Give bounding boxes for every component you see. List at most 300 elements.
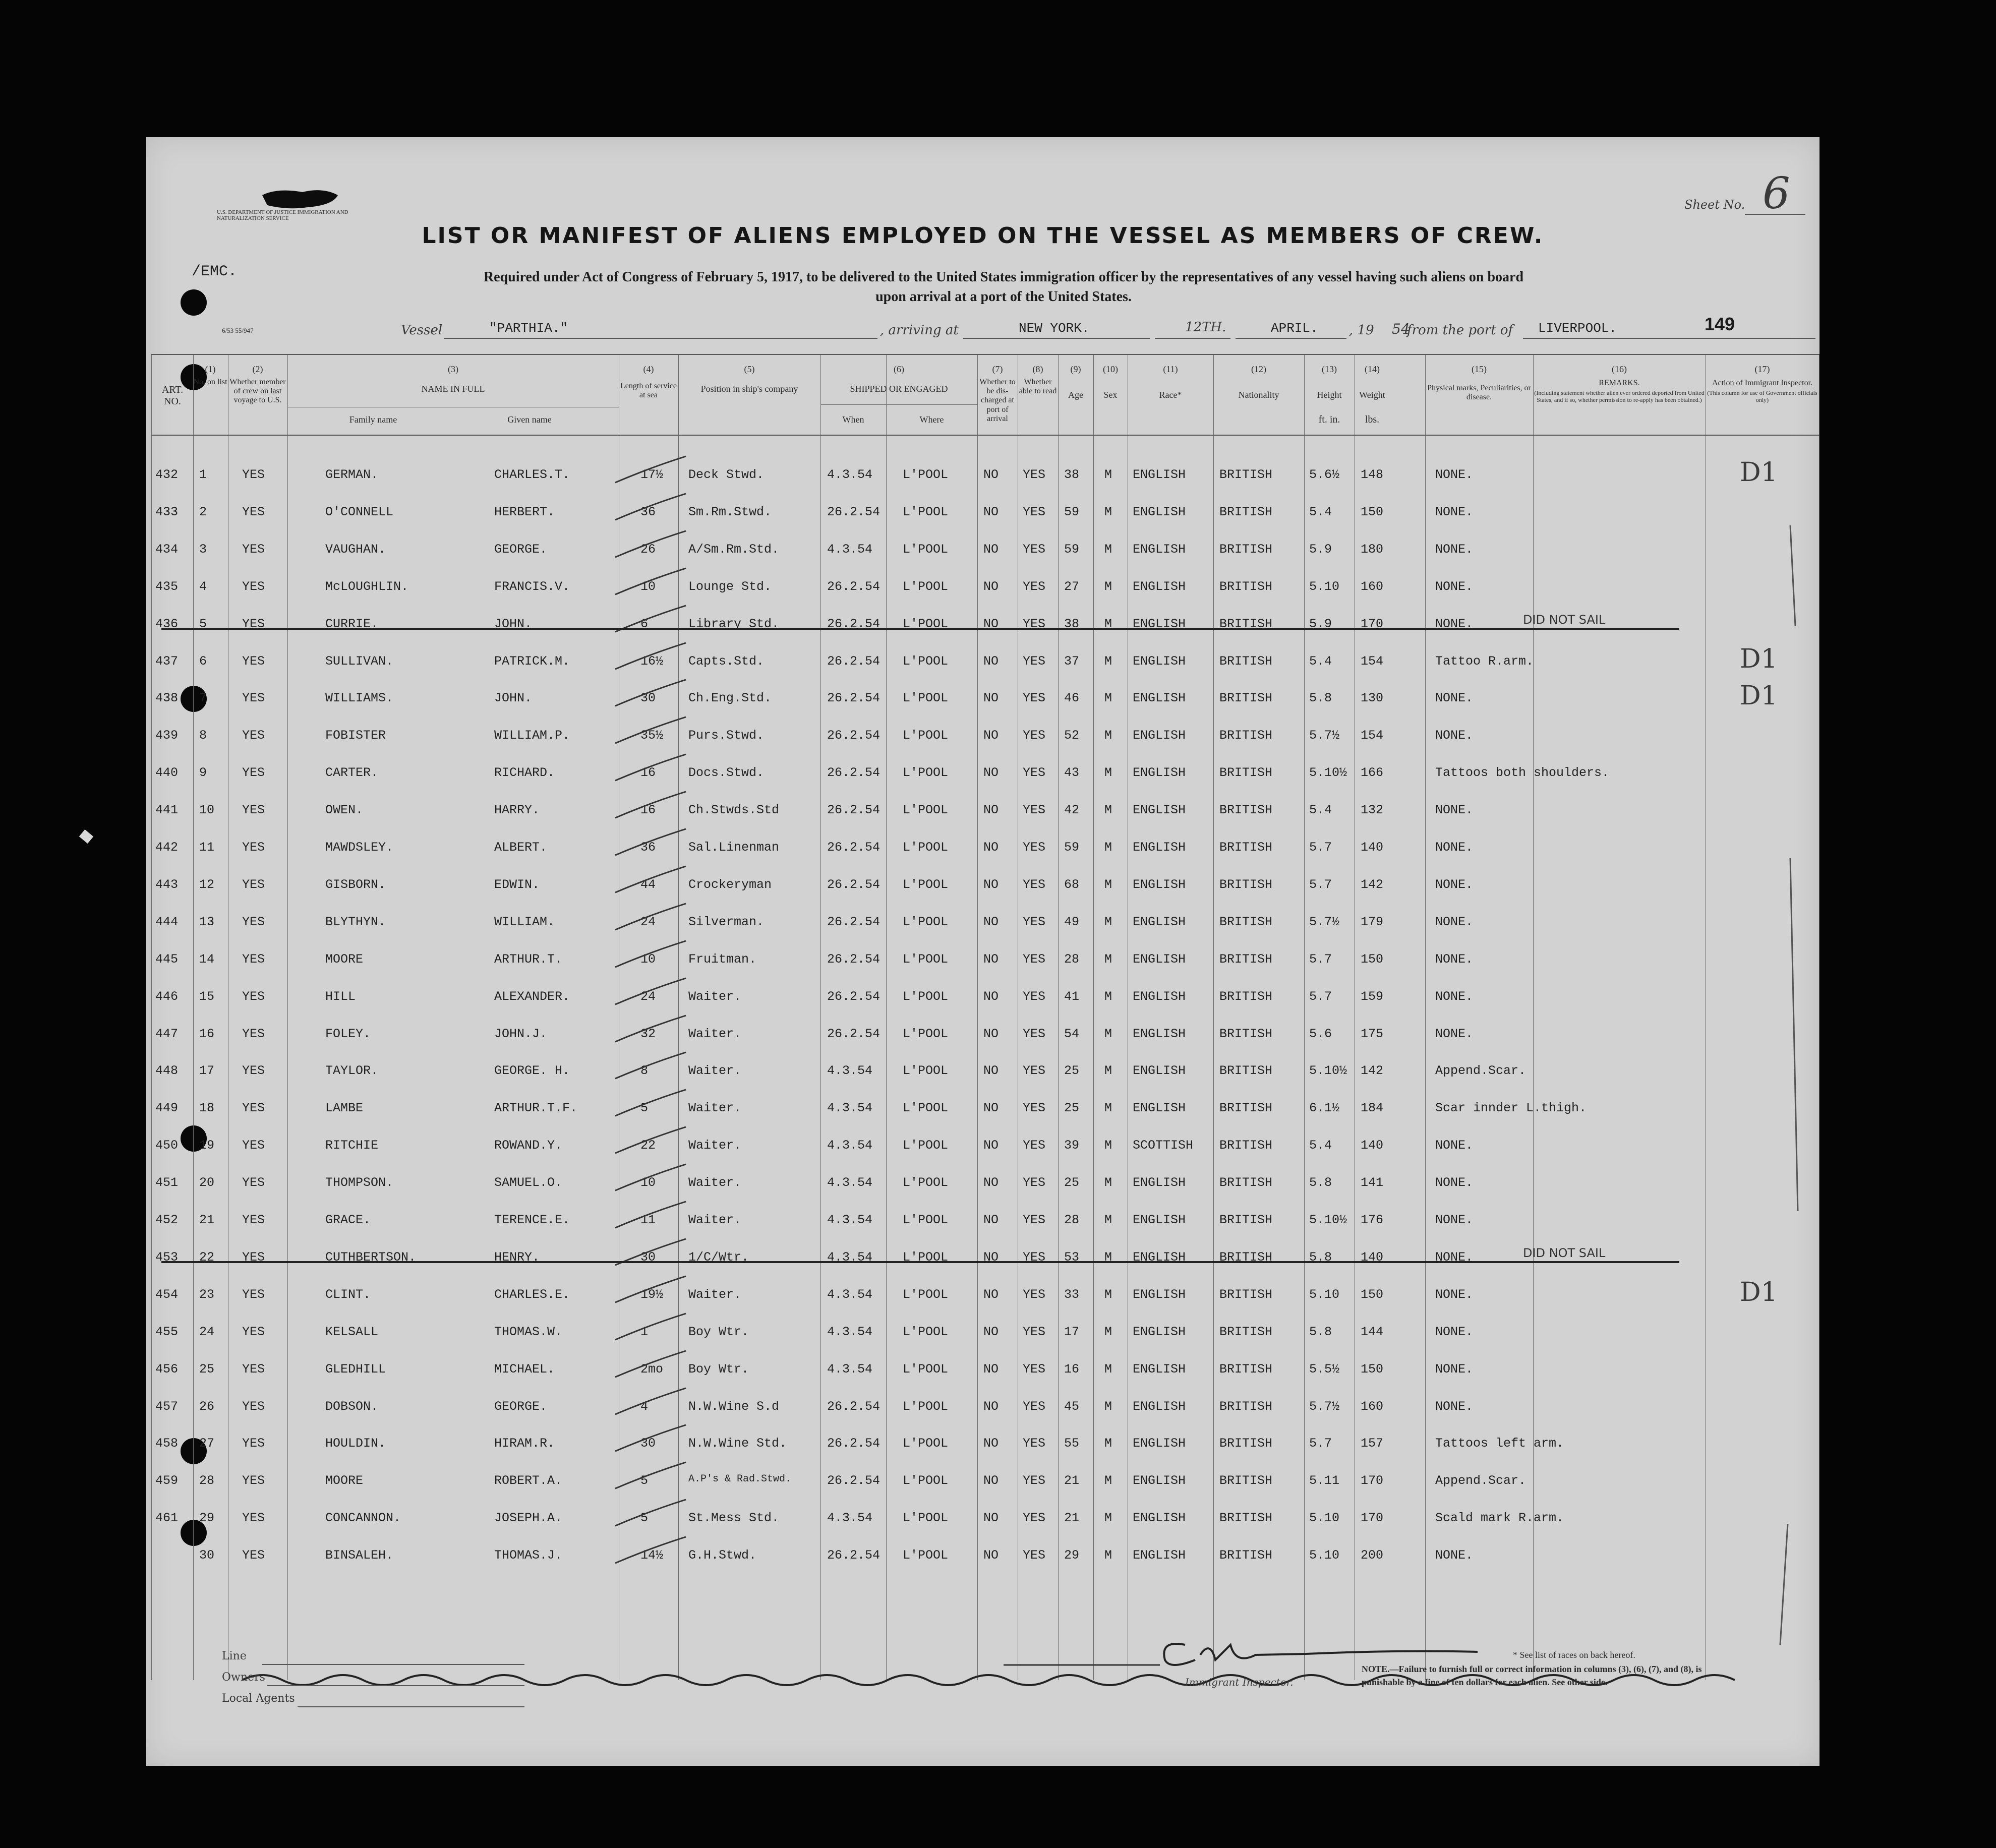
local-agents-label: Local Agents [222,1692,295,1705]
race-cell: ENGLISH [1133,691,1186,706]
shipped-when-cell: 26.2.54 [827,1473,880,1488]
penalty-note-line-2: punishable by a fine of ten dollars for each alien. See other side. [1362,1677,1608,1687]
table-row [151,803,1819,833]
shipped-when-cell: 4.3.54 [827,467,873,482]
age-cell: 52 [1064,728,1080,743]
art-no-cell: 444 [155,914,179,929]
able-to-read-cell: YES [1023,803,1046,818]
shipped-when-cell: 26.2.54 [827,989,880,1004]
given-name-cell: CHARLES.T. [494,467,570,482]
table-row [151,1362,1819,1392]
col11-header: Race* [1159,389,1182,400]
table-row [151,877,1819,908]
family-name-cell: MAWDSLEY. [325,840,394,855]
sex-cell: M [1104,1436,1112,1451]
given-name-cell: ROBERT.A. [494,1473,563,1488]
sex-cell: M [1104,803,1112,818]
discharged-cell: NO [983,989,999,1004]
col13-header: Height [1317,389,1342,400]
art-no-cell: 458 [155,1436,179,1451]
given-name-cell: RICHARD. [494,765,555,781]
family-name-cell: RITCHIE [325,1138,379,1153]
list-no-cell: 27 [199,1436,215,1451]
sheet-number: 6 [1763,168,1790,219]
physical-marks-cell: NONE. [1435,914,1474,929]
previous-voyage-cell: YES [242,1548,265,1563]
service-check-mark [610,1123,696,1158]
given-name-cell: GEORGE. [494,1399,548,1414]
family-name-cell: McLOUGHLIN. [325,579,409,594]
previous-voyage-cell: YES [242,1101,265,1116]
physical-marks-cell: Tattoo R.arm. [1435,653,1534,669]
weight-cell: 200 [1361,1548,1384,1563]
given-name-cell: WILLIAM. [494,914,555,929]
sex-cell: M [1104,1361,1112,1377]
table-row [151,579,1819,610]
weight-cell: 160 [1361,1399,1384,1414]
discharged-cell: NO [983,616,999,631]
shipped-where-cell: L'POOL [903,616,949,631]
list-no-cell: 11 [199,840,215,855]
shipped-where-cell: L'POOL [903,1026,949,1041]
service-check-mark [610,1458,696,1494]
service-check-mark [610,900,696,935]
sex-cell: M [1104,951,1112,967]
weight-cell: 160 [1361,579,1384,594]
shipped-where-cell: L'POOL [903,840,949,855]
family-name-cell: CLINT. [325,1287,371,1302]
service-check-mark [610,639,696,674]
able-to-read-cell: YES [1023,1249,1046,1265]
service-length-cell: 16 [640,765,656,781]
height-cell: 5.7½ [1309,914,1340,929]
service-check-mark [610,564,696,600]
height-cell: 5.11 [1309,1473,1340,1488]
height-cell: 5.7 [1309,1436,1332,1451]
race-cell: ENGLISH [1133,765,1186,781]
line-label: Line [222,1650,247,1662]
table-row [151,612,1819,647]
discharged-cell: NO [983,877,999,892]
shipped-when-cell: 26.2.54 [827,1436,880,1451]
list-no-cell: 30 [199,1548,215,1563]
age-cell: 41 [1064,989,1080,1004]
height-cell: 5.4 [1309,803,1332,818]
age-cell: 68 [1064,877,1080,892]
height-cell: 5.10 [1309,1511,1340,1526]
col16-header: REMARKS. [1599,378,1640,387]
service-check-mark [610,1347,696,1382]
family-name-cell: HILL [325,989,356,1004]
shipped-where-cell: L'POOL [903,542,949,557]
position-cell: Sm.Rm.Stwd. [688,504,772,519]
discharged-cell: NO [983,1324,999,1339]
discharged-cell: NO [983,504,999,519]
physical-marks-cell: Scar innder L.thigh. [1435,1101,1587,1116]
nationality-cell: BRITISH [1219,765,1273,781]
family-name-cell: MOORE [325,1473,364,1488]
discharged-cell: NO [983,691,999,706]
height-cell: 5.8 [1309,1249,1332,1265]
physical-marks-cell: NONE. [1435,951,1474,967]
family-name-cell: GRACE. [325,1213,371,1227]
previous-voyage-cell: YES [242,1026,265,1041]
shipped-when-cell: 26.2.54 [827,728,880,743]
race-cell: ENGLISH [1133,840,1186,855]
physical-marks-cell: NONE. [1435,542,1474,557]
height-cell: 5.4 [1309,504,1332,519]
previous-voyage-cell: YES [242,542,265,557]
art-no-cell: 437 [155,653,179,669]
able-to-read-cell: YES [1023,691,1046,706]
race-cell: ENGLISH [1133,616,1186,631]
family-name-cell: MOORE [325,951,364,967]
list-no-cell: 20 [199,1175,215,1190]
discharged-cell: NO [983,1361,999,1377]
given-name-cell: JOHN. [494,616,533,631]
nationality-cell: BRITISH [1219,1175,1273,1190]
sex-cell: M [1104,1063,1112,1079]
inspector-action-cell: D1 [1740,643,1778,674]
race-cell: ENGLISH [1133,951,1186,967]
previous-voyage-cell: YES [242,1138,265,1153]
art-no-cell: 457 [155,1399,179,1414]
race-cell: ENGLISH [1133,653,1186,669]
given-name-cell: JOSEPH.A. [494,1511,563,1526]
age-cell: 54 [1064,1026,1080,1041]
family-name-cell: BLYTHYN. [325,914,386,929]
col4-number: (4) [643,364,654,374]
position-cell: Waiter. [688,1101,742,1116]
weight-cell: 148 [1361,467,1384,482]
col1-number: (1) [205,364,216,374]
art-no-cell: 432 [155,467,179,482]
weight-cell: 132 [1361,803,1384,818]
height-cell: 5.6 [1309,1026,1332,1041]
nationality-cell: BRITISH [1219,1138,1273,1153]
table-row [151,840,1819,870]
discharged-cell: NO [983,1213,999,1227]
weight-cell: 140 [1361,1249,1384,1265]
previous-voyage-cell: YES [242,691,265,706]
family-name-cell: WILLIAMS. [325,691,394,706]
nationality-cell: BRITISH [1219,989,1273,1004]
discharged-cell: NO [983,579,999,594]
nationality-cell: BRITISH [1219,1063,1273,1079]
height-cell: 5.7½ [1309,1399,1340,1414]
given-name-cell: ROWAND.Y. [494,1138,563,1153]
previous-voyage-cell: YES [242,467,265,482]
nationality-cell: BRITISH [1219,653,1273,669]
age-cell: 59 [1064,504,1080,519]
service-length-cell: 44 [640,877,656,892]
weight-cell: 180 [1361,542,1384,557]
shipped-when-cell: 26.2.54 [827,765,880,781]
art-no-cell: 445 [155,951,179,967]
previous-voyage-cell: YES [242,1436,265,1451]
table-row [151,1175,1819,1206]
given-name-cell: TERENCE.E. [494,1213,570,1227]
shipped-when-cell: 4.3.54 [827,542,873,557]
col14-header: Weight [1359,389,1385,400]
position-cell: Waiter. [688,1287,742,1302]
weight-cell: 166 [1361,765,1384,781]
table-row [151,915,1819,945]
position-cell: Crockeryman [688,877,772,892]
age-cell: 55 [1064,1436,1080,1451]
previous-voyage-cell: YES [242,1175,265,1190]
able-to-read-cell: YES [1023,1287,1046,1302]
race-cell: ENGLISH [1133,1287,1186,1302]
col12-number: (12) [1251,364,1266,374]
service-check-mark [610,1086,696,1121]
height-cell: 5.9 [1309,616,1332,631]
sex-cell: M [1104,989,1112,1004]
weight-cell: 142 [1361,1063,1384,1079]
col9-header: Age [1068,389,1083,400]
from-port-label: from the port of [1407,323,1513,338]
position-cell: Capts.Std. [688,653,765,669]
previous-voyage-cell: YES [242,914,265,929]
art-no-cell: 436 [155,616,179,631]
col3-number: (3) [448,364,458,374]
art-no-cell: 459 [155,1473,179,1488]
nationality-cell: BRITISH [1219,1473,1273,1488]
art-no-header: ART. NO. [161,384,184,407]
arriving-port: NEW YORK. [1019,321,1090,336]
shipped-when-cell: 4.3.54 [827,1324,873,1339]
agency-stamp [217,185,378,220]
race-cell: SCOTTISH [1133,1138,1194,1153]
position-cell: Library Std. [688,616,780,631]
physical-marks-cell: NONE. [1435,1026,1474,1041]
shipped-when-cell: 4.3.54 [827,1361,873,1377]
col16-number: (16) [1612,364,1627,374]
discharged-cell: NO [983,1175,999,1190]
shipped-where-cell: L'POOL [903,1138,949,1153]
shipped-when-cell: 4.3.54 [827,1101,873,1116]
given-name-cell: GEORGE. H. [494,1063,570,1079]
art-no-cell: 452 [155,1213,179,1227]
list-no-cell: 10 [199,803,215,818]
previous-voyage-cell: YES [242,1287,265,1302]
discharged-cell: NO [983,1026,999,1041]
sex-cell: M [1104,1249,1112,1265]
service-check-mark [610,676,696,711]
col12-header: Nationality [1238,389,1279,400]
strike-through-line [161,1261,1679,1263]
nationality-cell: BRITISH [1219,1287,1273,1302]
shipped-when-cell: 4.3.54 [827,1511,873,1526]
vessel-line [146,314,1819,344]
list-no-cell: 18 [199,1101,215,1116]
previous-voyage-cell: YES [242,1399,265,1414]
weight-cell: 141 [1361,1175,1384,1190]
table-row [151,1101,1819,1131]
inspector-action-strokes [1715,354,1815,1690]
service-length-cell: 5 [640,1473,649,1488]
table-row [151,989,1819,1020]
position-cell: Docs.Stwd. [688,765,765,781]
service-length-cell: 36 [640,840,656,855]
table-row [151,1325,1819,1355]
weight-cell: 170 [1361,1511,1384,1526]
position-cell: N.W.Wine Std. [688,1436,787,1451]
service-length-cell: 30 [640,1249,656,1265]
able-to-read-cell: YES [1023,1361,1046,1377]
weight-cell: 179 [1361,914,1384,929]
position-cell: Ch.Stwds.Std [688,803,780,818]
where-header: Where [919,414,944,425]
previous-voyage-cell: YES [242,1249,265,1265]
service-check-mark [610,1198,696,1233]
previous-voyage-cell: YES [242,1324,265,1339]
shipped-where-cell: L'POOL [903,803,949,818]
race-cell: ENGLISH [1133,1399,1186,1414]
family-name-cell: BINSALEH. [325,1548,394,1563]
race-cell: ENGLISH [1133,542,1186,557]
position-cell: G.H.Stwd. [688,1548,757,1563]
list-no-cell: 14 [199,951,215,967]
sex-cell: M [1104,579,1112,594]
list-no-cell: 21 [199,1213,215,1227]
col10-number: (10) [1103,364,1118,374]
shipped-when-cell: 26.2.54 [827,691,880,706]
discharged-cell: NO [983,951,999,967]
race-cell: ENGLISH [1133,728,1186,743]
weight-cell: 157 [1361,1436,1384,1451]
weight-cell: 175 [1361,1026,1384,1041]
art-no-cell: 443 [155,877,179,892]
sex-cell: M [1104,1213,1112,1227]
sheet-label: Sheet No. [1684,198,1745,212]
col14-unit: lbs. [1365,414,1380,426]
previous-voyage-cell: YES [242,765,265,781]
shipped-where-cell: L'POOL [903,1063,949,1079]
height-cell: 5.10½ [1309,1063,1347,1079]
race-cell: ENGLISH [1133,1101,1186,1116]
service-check-mark [610,527,696,562]
owners-label: Owners [222,1671,265,1684]
race-cell: ENGLISH [1133,1175,1186,1190]
nationality-cell: BRITISH [1219,1548,1273,1563]
art-no-cell: 461 [155,1511,179,1526]
given-name-cell: MICHAEL. [494,1361,555,1377]
immigrant-inspector-label: Immigrant Inspector. [1185,1676,1294,1688]
sex-cell: M [1104,1473,1112,1488]
remarks-cell: DID NOT SAIL [1523,612,1606,627]
arriving-label: , arriving at [880,323,959,338]
form-code: /EMC. [192,263,238,280]
height-cell: 5.5½ [1309,1361,1340,1377]
list-no-cell: 1 [199,467,207,482]
previous-voyage-cell: YES [242,1473,265,1488]
service-check-mark [610,974,696,1009]
nationality-cell: BRITISH [1219,1361,1273,1377]
family-name-cell: CURRIE. [325,616,379,631]
able-to-read-cell: YES [1023,1324,1046,1339]
inspector-action-cell: D1 [1740,681,1778,711]
art-no-cell: 439 [155,728,179,743]
height-cell: 5.10 [1309,1548,1340,1563]
shipped-when-cell: 4.3.54 [827,1287,873,1302]
able-to-read-cell: YES [1023,1548,1046,1563]
previous-voyage-cell: YES [242,504,265,519]
weight-cell: 159 [1361,989,1384,1004]
weight-cell: 150 [1361,1361,1384,1377]
page-title: LIST OR MANIFEST OF ALIENS EMPLOYED ON THE VESSEL AS MEMBERS OF CREW. [422,223,1544,249]
race-cell: ENGLISH [1133,579,1186,594]
nationality-cell: BRITISH [1219,1249,1273,1265]
weight-cell: 150 [1361,951,1384,967]
shipped-when-cell: 26.2.54 [827,1399,880,1414]
service-check-mark [610,1421,696,1456]
age-cell: 21 [1064,1511,1080,1526]
age-cell: 59 [1064,542,1080,557]
list-no-cell: 16 [199,1026,215,1041]
list-no-cell: 22 [199,1249,215,1265]
height-cell: 5.7 [1309,951,1332,967]
physical-marks-cell: NONE. [1435,877,1474,892]
shipped-when-cell: 26.2.54 [827,504,880,519]
service-length-cell: 35½ [640,728,664,743]
sex-cell: M [1104,653,1112,669]
family-name-cell: LAMBE [325,1101,364,1116]
binder-hole [181,289,207,316]
able-to-read-cell: YES [1023,467,1046,482]
table-row [151,1511,1819,1541]
vessel-label: Vessel [401,323,443,338]
art-no-cell: 448 [155,1063,179,1079]
inspector-action-cell: D1 [1740,457,1778,488]
list-no-cell: 2 [199,504,207,519]
given-name-cell: HENRY. [494,1249,540,1265]
race-cell: ENGLISH [1133,1548,1186,1563]
position-cell: 1/C/Wtr. [688,1249,749,1265]
nationality-cell: BRITISH [1219,951,1273,967]
col9-number: (9) [1070,364,1081,374]
given-name-cell: THOMAS.J. [494,1548,563,1563]
table-row [151,952,1819,982]
able-to-read-cell: YES [1023,1175,1046,1190]
race-cell: ENGLISH [1133,1361,1186,1377]
family-name-cell: OWEN. [325,803,364,818]
col8-header: Whether able to read [1019,377,1057,396]
height-cell: 5.8 [1309,1324,1332,1339]
given-name-cell: CHARLES.E. [494,1287,570,1302]
shipped-when-cell: 26.2.54 [827,803,880,818]
family-name-cell: THOMPSON. [325,1175,394,1190]
previous-voyage-cell: YES [242,989,265,1004]
given-name-cell: EDWIN. [494,877,540,892]
given-name-cell: PATRICK.M. [494,653,570,669]
shipped-where-cell: L'POOL [903,989,949,1004]
art-no-cell: 442 [155,840,179,855]
height-cell: 5.6½ [1309,467,1340,482]
nationality-cell: BRITISH [1219,914,1273,929]
service-length-cell: 11 [640,1213,656,1227]
discharged-cell: NO [983,1138,999,1153]
age-cell: 17 [1064,1324,1080,1339]
age-cell: 33 [1064,1287,1080,1302]
height-cell: 6.1½ [1309,1101,1340,1116]
footer [146,1650,1819,1766]
art-no-cell: 450 [155,1138,179,1153]
shipped-where-cell: L'POOL [903,467,949,482]
list-no-cell: 12 [199,877,215,892]
form-number: 6/53 55/947 [222,327,254,334]
weight-cell: 184 [1361,1101,1384,1116]
